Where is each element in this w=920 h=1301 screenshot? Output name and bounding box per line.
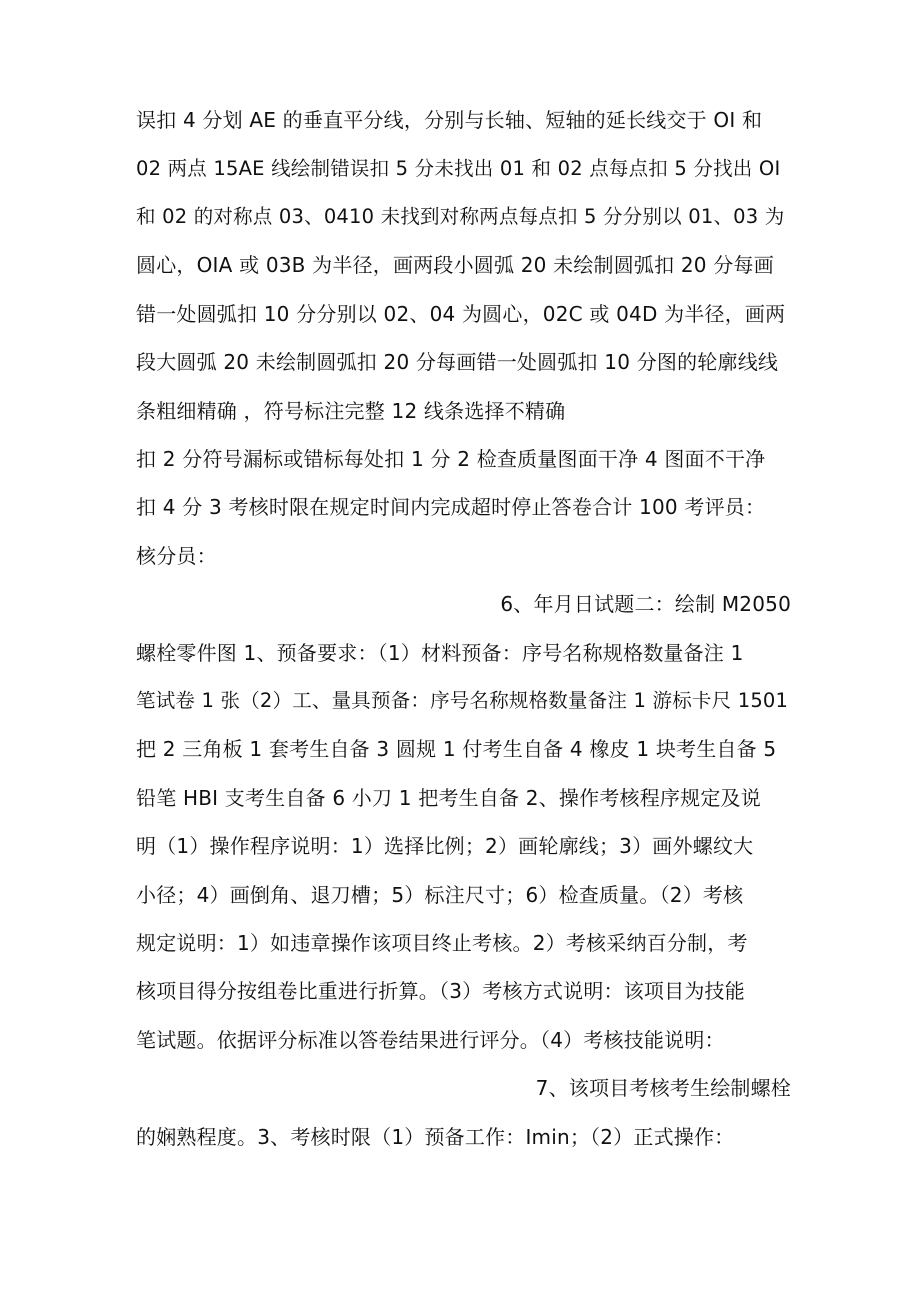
text-line-17: 小径；4）画倒角、退刀槽；5）标注尺寸；6）检查质量。（2）考核: [136, 883, 744, 907]
text-line-1: 误扣 4 分划 AE 的垂直平分线，分别与长轴、短轴的延长线交于 OI 和: [136, 108, 763, 132]
text-line-11: 6、年月日试题二：绘制 M2050: [500, 592, 791, 616]
text-line-2: 02 两点 15AE 线绘制错误扣 5 分未找出 01 和 02 点每点扣 5 分找出 OI: [136, 157, 781, 180]
text-line-9: 扣 4 分 3 考核时限在规定时间内完成超时停止答卷合计 100 考评员：: [136, 495, 766, 519]
text-line-12: 螺栓零件图 1、预备要求：（1）材料预备：序号名称规格数量备注 1: [136, 641, 744, 665]
text-line-16: 明（1）操作程序说明：1）选择比例；2）画轮廓线；3）画外螺纹大: [136, 834, 754, 858]
text-line-4: 圆心，OIA 或 03B 为半径，画两段小圆弧 20 未绘制圆弧扣 20 分每画: [136, 253, 774, 277]
text-line-3: 和 02 的对称点 03、0410 未找到对称两点每点扣 5 分分别以 01、03 为: [136, 205, 785, 228]
text-line-20: 笔试题。依据评分标准以答卷结果进行评分。（4）考核技能说明：: [136, 1028, 725, 1052]
text-line-7: 条粗细精确 ，符号标注完整 12 线条选择不精确: [136, 399, 566, 423]
text-line-15: 铅笔 HBI 支考生自备 6 小刀 1 把考生自备 2、操作考核程序规定及说: [136, 786, 761, 810]
text-line-6: 段大圆弧 20 未绘制圆弧扣 20 分每画错一处圆弧扣 10 分图的轮廓线线: [136, 350, 779, 374]
text-line-22: 的娴熟程度。3、考核时限（1）预备工作：Imin；（2）正式操作：: [136, 1125, 735, 1149]
text-line-14: 把 2 三角板 1 套考生自备 3 圆规 1 付考生自备 4 橡皮 1 块考生自备 5: [136, 737, 777, 761]
text-line-10: 核分员：: [136, 544, 217, 568]
text-line-21: 7、该项目考核考生绘制螺栓: [535, 1076, 791, 1100]
text-line-19: 核项目得分按组卷比重进行折算。（3）考核方式说明：该项目为技能: [136, 979, 745, 1003]
text-line-5: 错一处圆弧扣 10 分分别以 02、04 为圆心，02C 或 04D 为半径，画两: [136, 302, 786, 326]
text-line-18: 规定说明：1）如违章操作该项目终止考核。2）考核采纳百分制，考: [136, 931, 748, 955]
text-line-8: 扣 2 分符号漏标或错标每处扣 1 分 2 检查质量图面干净 4 图面不干净: [136, 447, 766, 471]
text-line-13: 笔试卷 1 张（2）工、量具预备：序号名称规格数量备注 1 游标卡尺 1501: [136, 689, 789, 712]
